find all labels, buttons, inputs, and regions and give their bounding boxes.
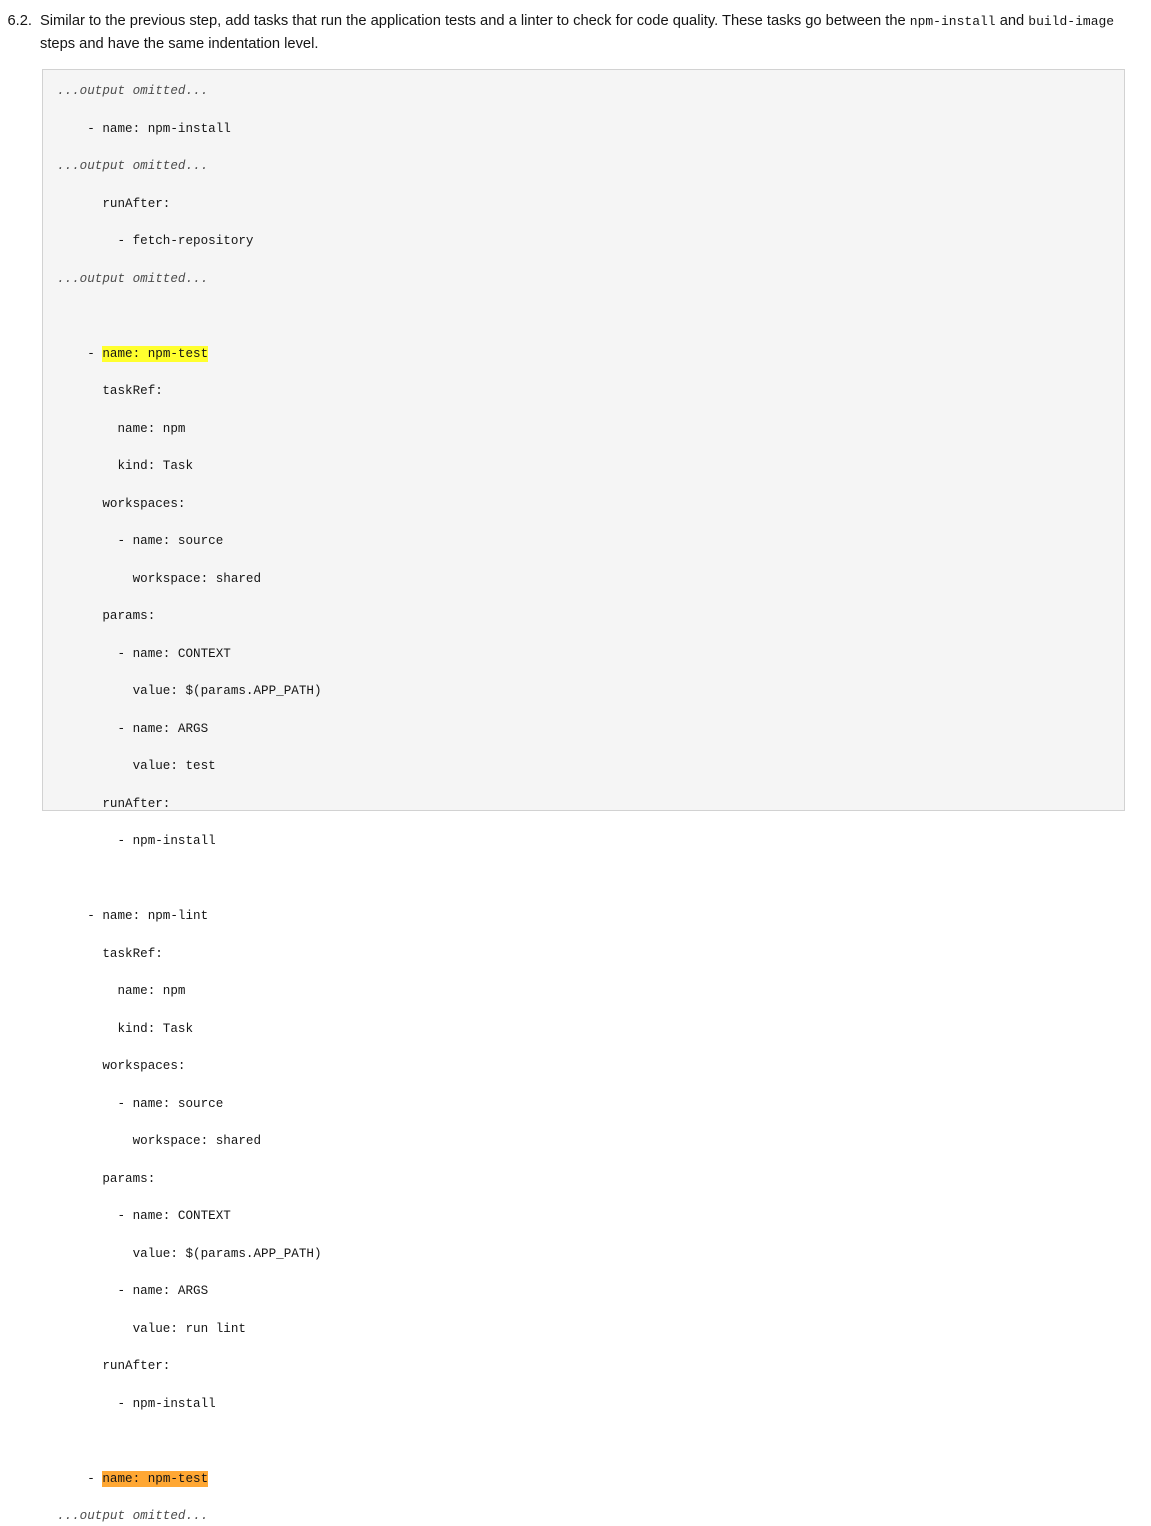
- code-line: params:: [57, 1171, 156, 1186]
- code-line: - name: source: [57, 1096, 224, 1111]
- instruction-step: [0, 0, 1151, 55]
- yaml-code: [57, 82, 1110, 1526]
- code-line: workspaces:: [57, 1059, 186, 1073]
- output-omitted-text: ...output omitted...: [57, 159, 209, 173]
- code-line: runAfter:: [57, 796, 171, 811]
- code-line: name: npm: [57, 421, 186, 436]
- code-line: - name: npm-install: [57, 121, 231, 136]
- code-line: - fetch-repository: [57, 234, 254, 248]
- code-line: - name: ARGS: [57, 721, 209, 736]
- code-line: params:: [57, 609, 156, 623]
- step-text: [40, 10, 1127, 55]
- code-line: kind: Task: [57, 1021, 194, 1036]
- code-line: value: $(params.APP_PATH): [57, 684, 322, 698]
- code-line: workspaces:: [57, 496, 186, 511]
- step-text-part-3: steps and have the same indentation level.: [40, 36, 319, 52]
- code-line: - name: npm-test: [57, 346, 209, 361]
- code-line: value: test: [57, 759, 216, 773]
- output-omitted-text: ...output omitted...: [57, 271, 209, 286]
- code-line: [57, 270, 1110, 289]
- inline-code-npm-install: npm-install: [909, 14, 996, 29]
- code-block: [42, 69, 1125, 1523]
- code-line: name: npm: [57, 984, 186, 998]
- code-line: - name: CONTEXT: [57, 1209, 231, 1223]
- code-line: [57, 870, 1110, 889]
- code-line: kind: Task: [57, 459, 194, 473]
- code-line: [57, 157, 1110, 176]
- code-line: - name: source: [57, 534, 224, 548]
- output-omitted-text: ...output omitted...: [57, 1509, 209, 1523]
- code-line: runAfter:: [57, 196, 171, 211]
- code-line: [57, 82, 1110, 101]
- code-line: workspace: shared: [57, 571, 262, 586]
- code-line: [57, 1432, 1110, 1451]
- code-line: workspace: shared: [57, 1134, 262, 1148]
- code-line: - name: npm-test: [57, 1471, 209, 1486]
- code-line: - name: CONTEXT: [57, 646, 231, 661]
- code-line: runAfter:: [57, 1359, 171, 1373]
- code-line: value: $(params.APP_PATH): [57, 1246, 322, 1261]
- code-line: [57, 307, 1110, 326]
- code-line: value: run lint: [57, 1321, 246, 1336]
- code-line: - npm-install: [57, 1396, 216, 1411]
- code-line: - name: ARGS: [57, 1284, 209, 1298]
- code-line: [57, 1507, 1110, 1526]
- code-line: taskRef:: [57, 384, 163, 398]
- output-omitted-text: ...output omitted...: [57, 84, 209, 98]
- step-text-part-1: Similar to the previous step, add tasks that run the application tests and a linter to check for code quality. These tasks go between the: [40, 13, 910, 29]
- highlighted-code: name: npm-test: [102, 1471, 209, 1486]
- code-line: taskRef:: [57, 946, 163, 961]
- inline-code-build-image: build-image: [1028, 14, 1115, 29]
- code-line: - npm-install: [57, 834, 216, 848]
- step-number: 6.2.: [7, 13, 32, 29]
- highlighted-code: name: npm-test: [102, 346, 209, 361]
- code-line: - name: npm-lint: [57, 909, 209, 923]
- step-text-part-2: and: [995, 13, 1029, 29]
